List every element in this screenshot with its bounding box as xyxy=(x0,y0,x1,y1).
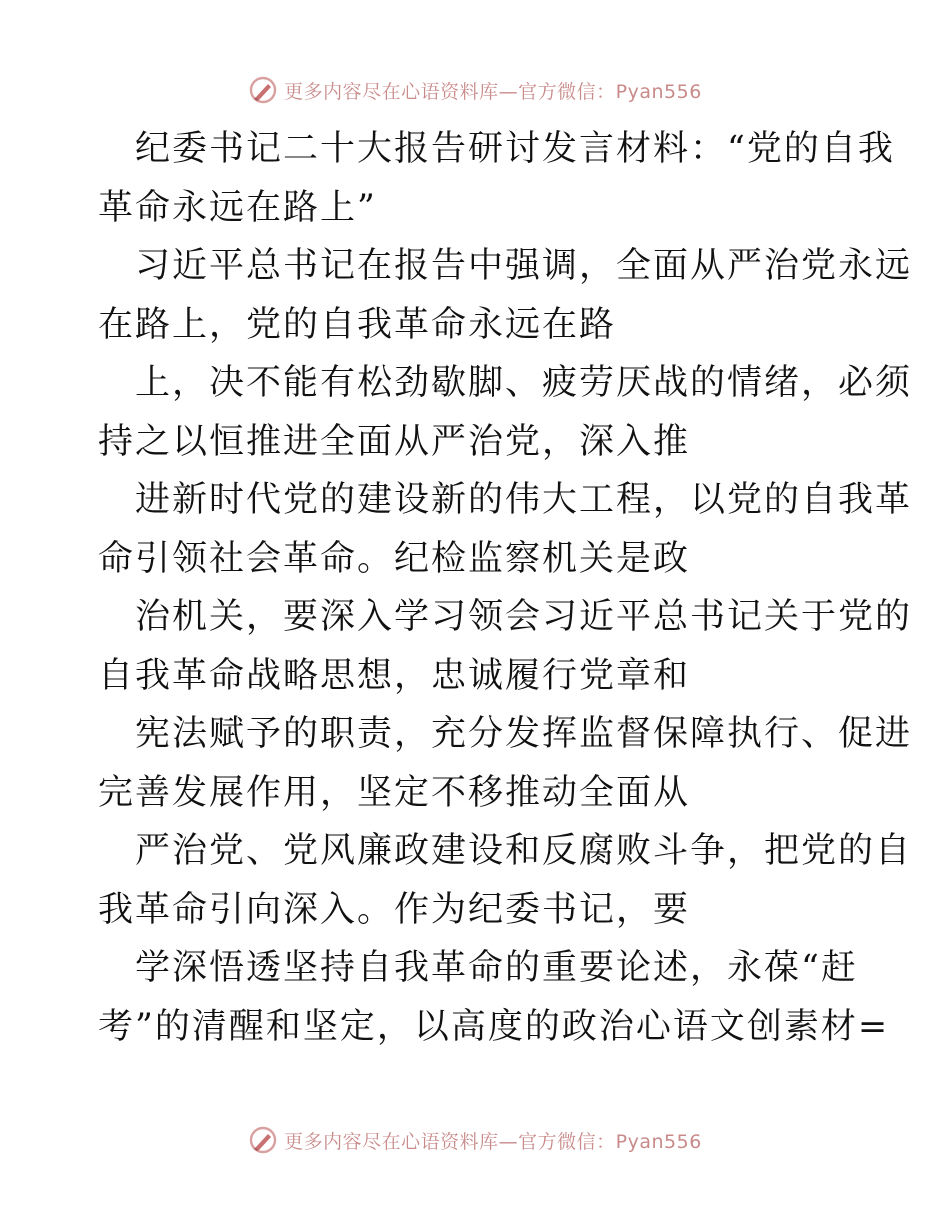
text-line: 纪委书记二十大报告研讨发言材料：“党的自我 xyxy=(135,129,895,169)
text-line: 自我革命战略思想，忠诚履行党章和 xyxy=(98,655,691,696)
text-line: 治机关，要深入学习领会习近平总书记关于党的 xyxy=(135,597,913,637)
document-body xyxy=(98,120,913,1056)
text-line: 在路上，党的自我革命永远在路 xyxy=(98,304,617,345)
watermark-header xyxy=(0,72,950,108)
watermark-text: 更多内容尽在心语资料库—官方微信：Pyan556 xyxy=(284,80,702,103)
text-line: 严治党、党风廉政建设和反腐败斗争，把党的自 xyxy=(135,831,913,871)
text-line: 命引领社会革命。纪检监察机关是政 xyxy=(98,538,691,579)
text-line: 持之以恒推进全面从严治党，深入推 xyxy=(98,421,691,462)
watermark-footer xyxy=(0,1122,950,1158)
text-line: 上，决不能有松劲歇脚、疲劳厌战的情绪，必须 xyxy=(135,363,913,403)
pen-logo-icon xyxy=(248,1125,278,1155)
text-line: 学深悟透坚持自我革命的重要论述，永葆“赶 xyxy=(135,948,858,988)
text-line: 革命永远在路上” xyxy=(98,187,377,228)
text-line: 进新时代党的建设新的伟大工程，以党的自我革 xyxy=(135,480,913,520)
text-line: 习近平总书记在报告中强调，全面从严治党永远 xyxy=(135,246,913,286)
text-line: 我革命引向深入。作为纪委书记，要 xyxy=(98,889,691,930)
text-line: 宪法赋予的职责，充分发挥监督保障执行、促进 xyxy=(135,714,913,754)
watermark-text: 更多内容尽在心语资料库—官方微信：Pyan556 xyxy=(284,1130,702,1153)
pen-logo-icon xyxy=(248,75,278,105)
text-line: 完善发展作用，坚定不移推动全面从 xyxy=(98,772,691,813)
text-line: 考”的清醒和坚定，以高度的政治心语文创素材= xyxy=(98,1006,890,1047)
